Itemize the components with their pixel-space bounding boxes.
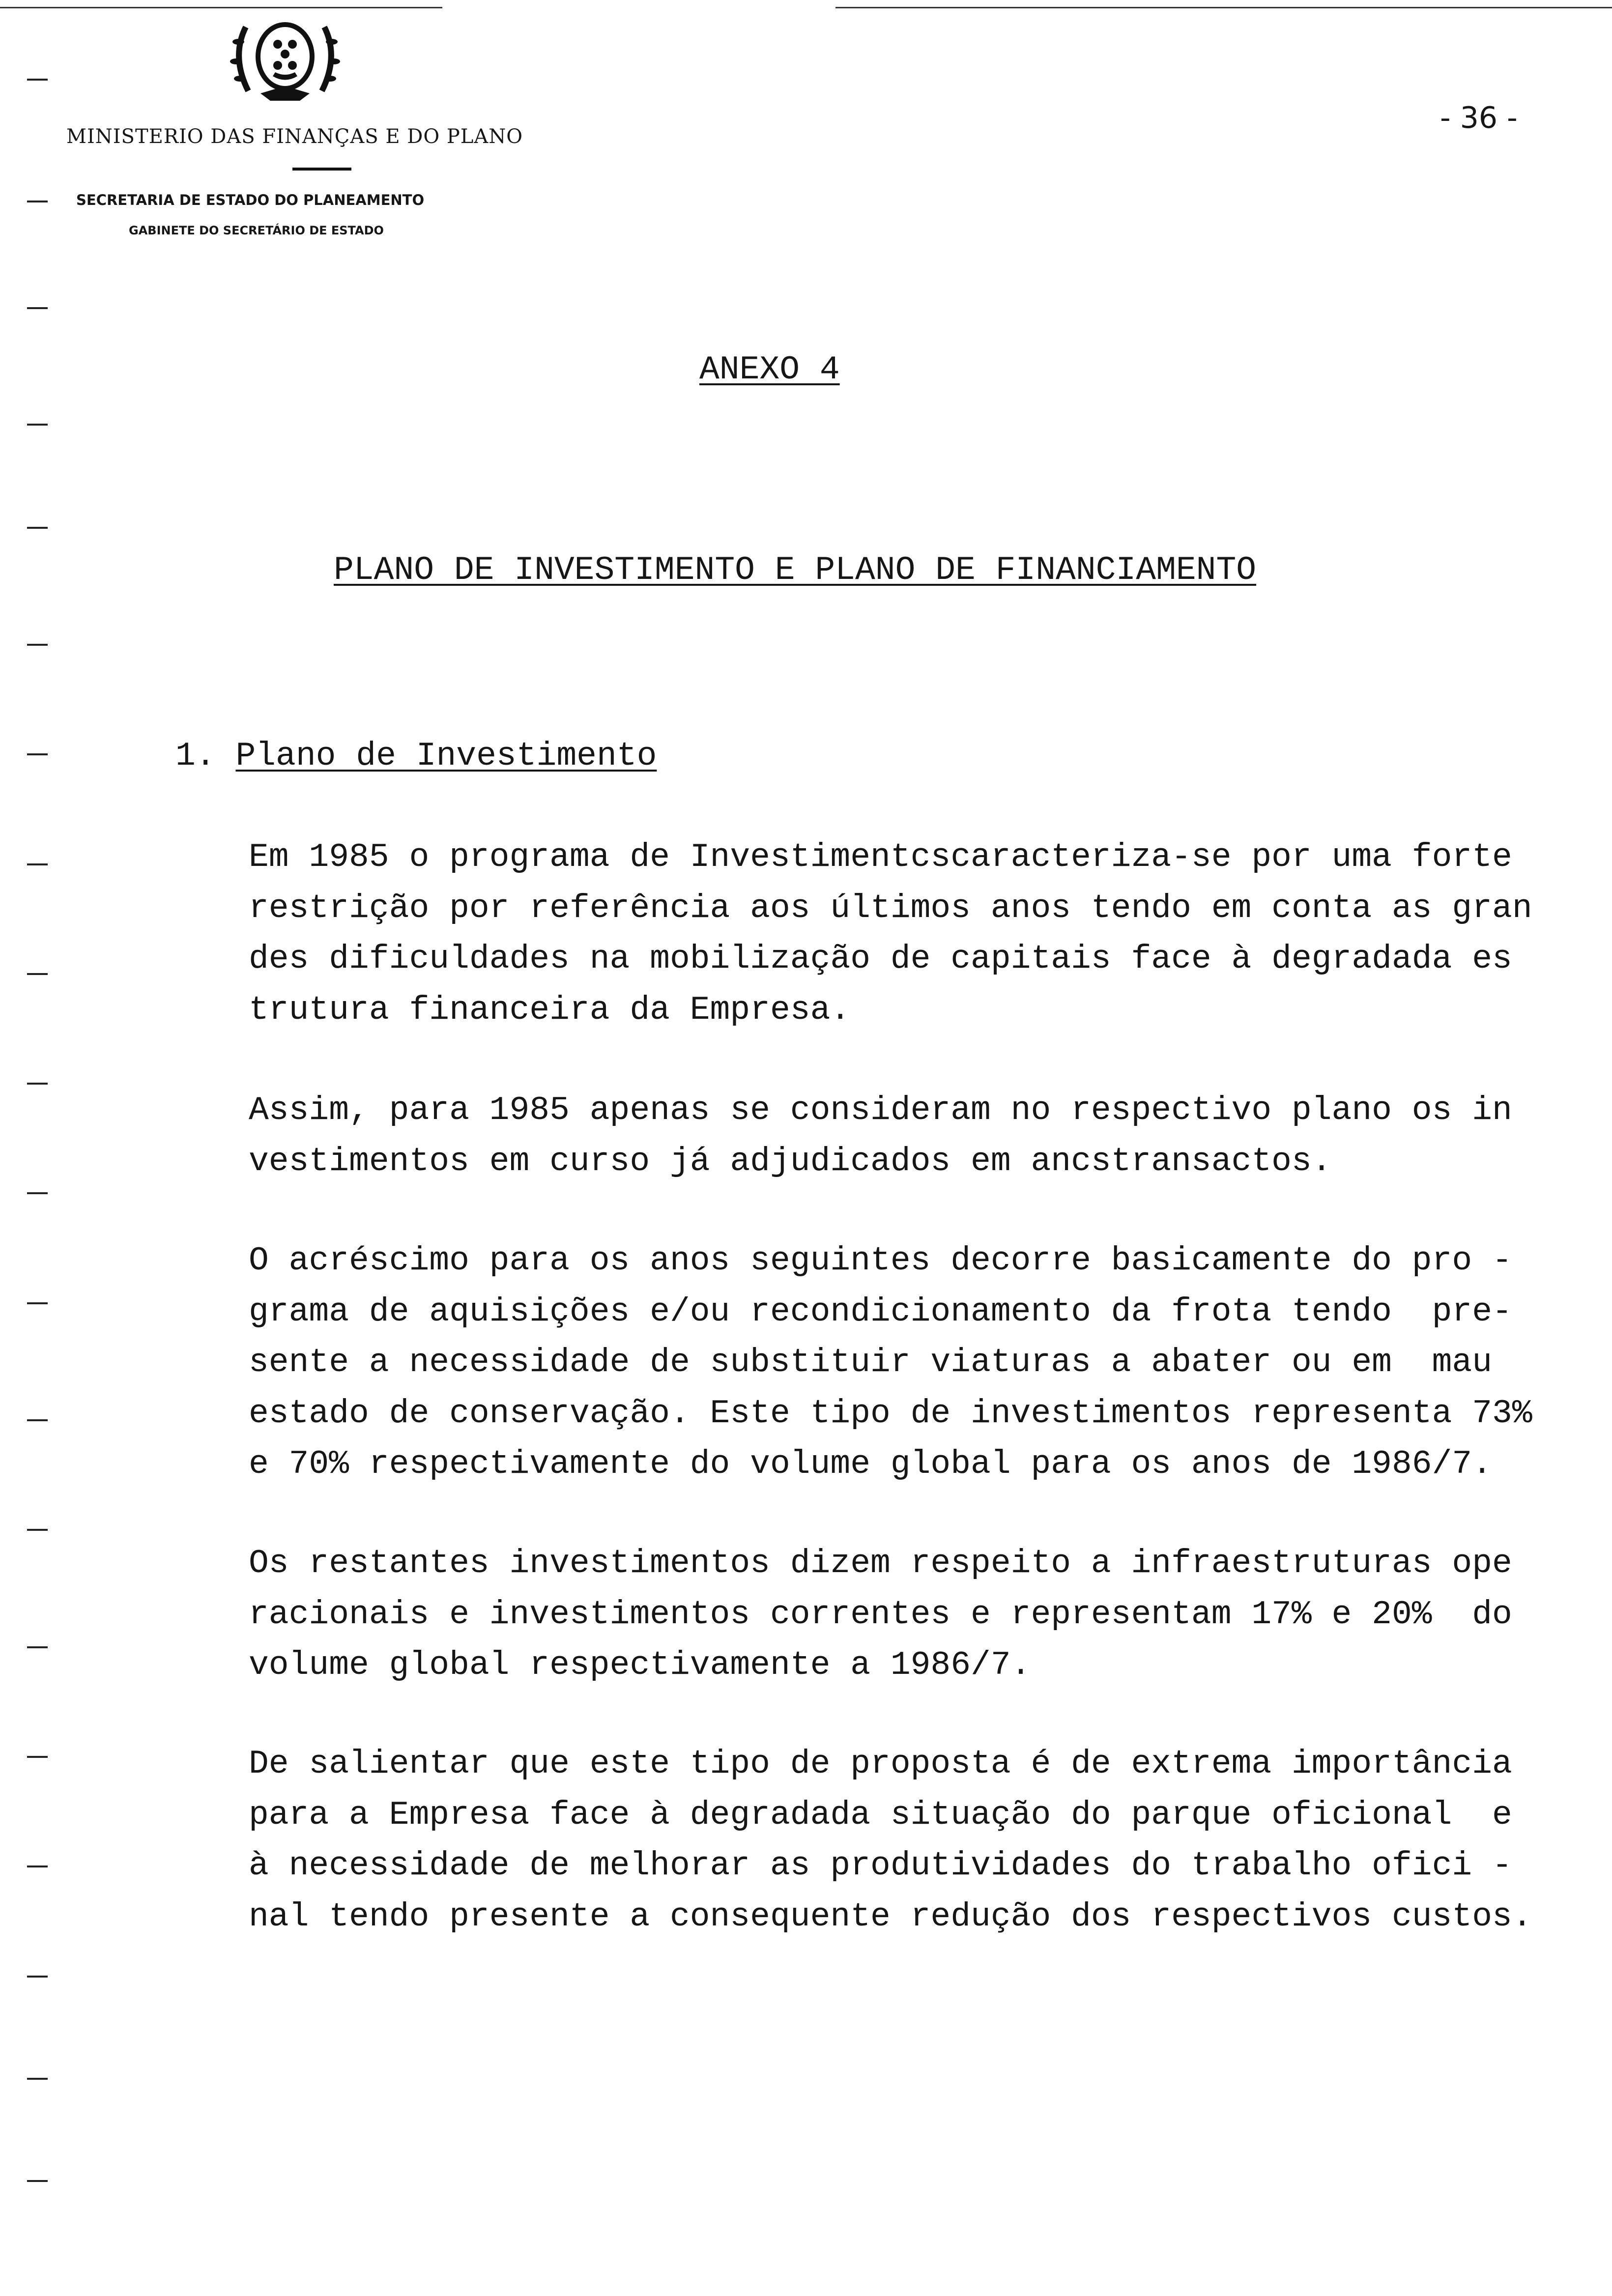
section-heading	[175, 732, 657, 781]
text-line: à necessidade de melhorar as produtividades do trabalho ofici -	[249, 1847, 1512, 1885]
text-line: e 70% respectivamente do volume global para os anos de 1986/7.	[249, 1445, 1493, 1483]
paragraph-5	[249, 1739, 1595, 1942]
text-line: estado de conservação. Este tipo de investimentos representa 73%	[249, 1394, 1532, 1433]
secretariat-name: SECRETARIA DE ESTADO DO PLANEAMENTO	[76, 192, 425, 208]
text-line: nal tendo presente a consequente redução dos respectivos custos.	[249, 1897, 1532, 1936]
text-line: grama de aquisições e/ou recondicionamento da frota tendo pre-	[249, 1292, 1512, 1331]
text-line: volume global respectivamente a 1986/7.	[249, 1646, 1031, 1684]
text-line: restrição por referência aos últimos anos tendo em conta as gran	[249, 889, 1532, 927]
text-line: des dificuldades na mobilização de capitais face à degradada es	[249, 940, 1512, 978]
text-line: O acréscimo para os anos seguintes decorre basicamente do pro -	[249, 1242, 1512, 1280]
coat-of-arms-emblem	[226, 12, 344, 103]
section-number: 1.	[175, 737, 216, 775]
text-line: racionais e investimentos correntes e representam 17% e 20% do	[249, 1595, 1512, 1634]
text-line: Em 1985 o programa de Investimentcscaracteriza-se por uma forte	[249, 838, 1512, 876]
page-number: - 36 -	[1440, 101, 1518, 135]
section-title: Plano de Investimento	[235, 737, 657, 775]
text-line: para a Empresa face à degradada situação do parque oficional e	[249, 1796, 1512, 1834]
paragraph-2	[249, 1085, 1595, 1187]
paragraph-4	[249, 1538, 1595, 1691]
text-line: vestimentos em curso já adjudicados em ancstransactos.	[249, 1142, 1332, 1180]
cabinet-name: GABINETE DO SECRETÁRIO DE ESTADO	[129, 224, 384, 237]
paragraph-1	[249, 832, 1595, 1035]
text-line: De salientar que este tipo de proposta é de extrema importância	[249, 1745, 1512, 1783]
scan-edge-line	[0, 7, 442, 8]
text-line: Os restantes investimentos dizem respeito a infraestruturas ope	[249, 1545, 1512, 1582]
text-line: Assim, para 1985 apenas se consideram no respectivo plano os in	[249, 1091, 1512, 1129]
annex-label: ANEXO 4	[699, 351, 840, 389]
text-line: trutura financeira da Empresa.	[249, 991, 851, 1029]
paragraph-3	[249, 1235, 1595, 1490]
ministry-name: MINISTERIO DAS FINANÇAS E DO PLANO	[66, 125, 523, 148]
header-rule	[292, 168, 351, 171]
text-line: sente a necessidade de substituir viaturas a abater ou em mau	[249, 1344, 1493, 1381]
scan-edge-line	[835, 7, 1612, 8]
document-title: PLANO DE INVESTIMENTO E PLANO DE FINANCIAMENTO	[334, 551, 1257, 589]
